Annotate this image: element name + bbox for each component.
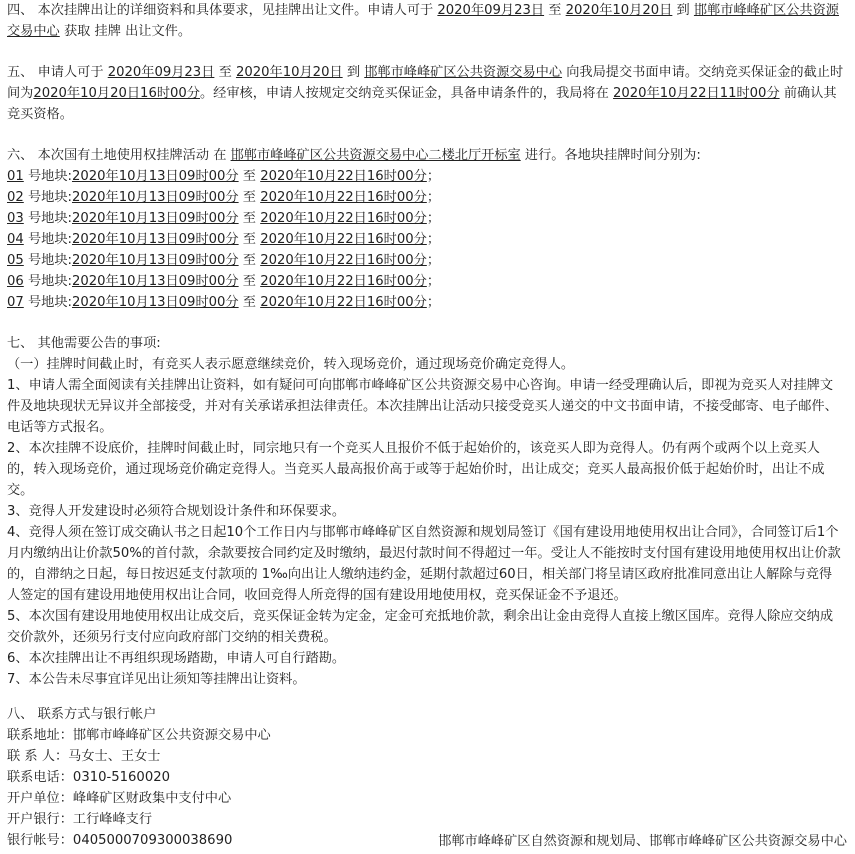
- plot-to: 至: [238, 295, 261, 310]
- section-7-heading: 七、 其他需要公告的事项:: [7, 336, 161, 351]
- section-4-text-1: 四、 本次挂牌出让的详细资料和具体要求，见挂牌出让文件。申请人可于: [7, 3, 438, 18]
- plot-label: 号地块:: [23, 274, 72, 289]
- plot-schedule-line: [7, 229, 845, 250]
- section-7-sub-item: （一）挂牌时间截止时，有竞买人表示愿意继续竞价，转入现场竞价，通过现场竞价确定竞得人。: [7, 357, 575, 372]
- plot-label: 号地块:: [23, 253, 72, 268]
- section-5-text-5: 。经审核，申请人按规定交纳竞买保证金，具备申请条件的，我局将在: [200, 86, 614, 101]
- section-6-text-1: 六、 本次国有土地使用权挂牌活动 在: [7, 148, 231, 163]
- plot-end-time: 2020年10月22日16时00分: [260, 274, 427, 289]
- plot-end-mark: ；: [426, 232, 440, 247]
- plot-start-time: 2020年10月13日09时00分: [71, 190, 239, 205]
- section-5-end-date: 2020年10月20日: [235, 65, 343, 80]
- section-7-item: 3、竞得人开发建设时必须符合规划设计条件和环保要求。: [7, 504, 346, 519]
- spacer: [7, 42, 845, 62]
- plot-label: 号地块:: [23, 232, 72, 247]
- contact-line: 开户单位：峰峰矿区财政集中支付中心: [7, 791, 232, 806]
- section-5-text-1: 五、 申请人可于: [7, 65, 108, 80]
- plot-end-mark: ；: [426, 169, 440, 184]
- section-5-paragraph: [7, 62, 845, 125]
- plot-label: 号地块:: [23, 190, 72, 205]
- section-7-item: 6、本次挂牌出让不再组织现场踏勘，申请人可自行踏勘。: [7, 651, 346, 666]
- plot-end-mark: ；: [426, 211, 440, 226]
- section-7-item: 5、本次国有建设用地使用权出让成交后，竞买保证金转为定金，定金可充抵地价款，剩余出让金由竞得人直接上缴区国库。竞得人除应交纳成交价款外，还须另行支付应向政府部门交纳的相关费税。: [7, 609, 834, 645]
- plot-to: 至: [238, 190, 261, 205]
- section-7-item: 4、竞得人须在签订成交确认书之日起10个工作日内与邯郸市峰峰矿区自然资源和规划局签订《国有建设用地使用权出让合同》，合同签订后1个月内缴纳出让价款50%的首付款，余款要按合同约定及时缴纳，最迟付款时间不得超过一年。受让人不能按时支付国有建设用地使用权出让价款的，自滞纳之日起，每日按迟延支付款项的 1‰向出让人缴纳违约金，延期付款超过60日，相关部门将呈请区政府批准同意出让人解除与竞得人签定的国有建设用地使用权出让合同，收回竞得人所竞得的国有建设用地使用权，竞买保证金不予退还。: [7, 525, 841, 603]
- plot-to: 至: [238, 169, 261, 184]
- plot-to: 至: [238, 211, 261, 226]
- plot-end-mark: ；: [426, 253, 440, 268]
- section-7-items: [7, 375, 845, 690]
- section-5-confirm-time: 2020年10月22日11时00分: [613, 86, 780, 101]
- plot-number: 06: [7, 274, 24, 289]
- plot-schedule-line: [7, 271, 845, 292]
- plot-label: 号地块:: [23, 211, 72, 226]
- plot-start-time: 2020年10月13日09时00分: [71, 274, 239, 289]
- section-5-deposit-deadline: 2020年10月20日16时00分: [33, 86, 200, 101]
- plot-number: 05: [7, 253, 24, 268]
- plot-start-time: 2020年10月13日09时00分: [71, 169, 239, 184]
- section-5-text-6: 前确认其竞买资格。: [7, 86, 837, 122]
- plot-number: 01: [7, 169, 24, 184]
- section-4-start-date: 2020年09月23日: [437, 3, 545, 18]
- contact-line: 银行帐号：0405000709300038690: [7, 833, 233, 848]
- section-4-end-date: 2020年10月20日: [565, 3, 673, 18]
- plot-label: 号地块:: [23, 169, 72, 184]
- plot-schedule-line: [7, 208, 845, 229]
- plot-end-time: 2020年10月22日16时00分: [260, 295, 427, 310]
- contact-line: 开户银行：工行峰峰支行: [7, 812, 153, 827]
- section-5-text-2: 至: [214, 65, 236, 80]
- section-4-paragraph: [7, 0, 845, 42]
- contact-line: 联 系 人：马女士、王女士: [7, 749, 161, 764]
- plot-start-time: 2020年10月13日09时00分: [71, 232, 239, 247]
- section-4-text-3: 到: [672, 3, 694, 18]
- section-5-place: 邯郸市峰峰矿区公共资源交易中心: [364, 65, 563, 80]
- plot-end-time: 2020年10月22日16时00分: [260, 169, 427, 184]
- plot-to: 至: [238, 232, 261, 247]
- issuer-signature: 邯郸市峰峰矿区自然资源和规划局、邯郸市峰峰矿区公共资源交易中心: [438, 834, 847, 849]
- plot-end-mark: ；: [426, 274, 440, 289]
- section-7-item: 2、本次挂牌不设底价，挂牌时间截止时，同宗地只有一个竞买人且报价不低于起始价的，该竞买人即为竞得人。仍有两个或两个以上竞买人的，转入现场竞价，通过现场竞价确定竞得人。当竞买人最高报价高于或等于起始价时，出让成交；竞买人最高报价低于起始价时，出让不成交。: [7, 441, 825, 498]
- plot-end-time: 2020年10月22日16时00分: [260, 211, 427, 226]
- plot-start-time: 2020年10月13日09时00分: [71, 253, 239, 268]
- plot-to: 至: [238, 274, 261, 289]
- section-4-text-2: 至: [544, 3, 566, 18]
- section-6-place: 邯郸市峰峰矿区公共资源交易中心二楼北厅开标室: [230, 148, 521, 163]
- spacer: [7, 125, 845, 145]
- section-5-start-date: 2020年09月23日: [107, 65, 215, 80]
- plot-end-mark: ；: [426, 295, 440, 310]
- plot-number: 02: [7, 190, 24, 205]
- plot-number: 04: [7, 232, 24, 247]
- plot-number: 07: [7, 295, 24, 310]
- contact-line: 联系电话：0310-5160020: [7, 770, 170, 785]
- section-5-text-4: 向我局提交书面申请。交纳竞买保证金的截止时间为: [7, 65, 844, 101]
- plot-to: 至: [238, 253, 261, 268]
- section-7-item: 7、本公告未尽事宜详见出让须知等挂牌出让资料。: [7, 672, 306, 687]
- plot-end-time: 2020年10月22日16时00分: [260, 253, 427, 268]
- plot-number: 03: [7, 211, 24, 226]
- plot-end-time: 2020年10月22日16时00分: [260, 190, 427, 205]
- plot-start-time: 2020年10月13日09时00分: [71, 211, 239, 226]
- plot-schedule-line: [7, 292, 845, 313]
- plot-start-time: 2020年10月13日09时00分: [71, 295, 239, 310]
- section-8-heading: 八、 联系方式与银行帐户: [7, 707, 157, 722]
- plot-end-time: 2020年10月22日16时00分: [260, 232, 427, 247]
- plot-schedule-line: [7, 187, 845, 208]
- section-4-text-4: 获取 挂牌 出让文件。: [59, 24, 192, 39]
- plot-schedule-line: [7, 250, 845, 271]
- section-7-item: 1、申请人需全面阅读有关挂牌出让资料，如有疑问可向邯郸市峰峰矿区公共资源交易中心咨询。申请一经受理确认后，即视为竞买人对挂牌文件及地块现状无异议并全部接受，并对有关承诺承担法律责任。本次挂牌出让活动只接受竞买人递交的中文书面申请，不接受邮寄、电子邮件、电话等方式报名。: [7, 378, 838, 435]
- plot-end-mark: ；: [426, 190, 440, 205]
- plot-schedule-line: [7, 166, 845, 187]
- section-4-place: 邯郸市峰峰矿区公共资源交易中心: [7, 3, 839, 39]
- plot-schedule-list: [7, 166, 845, 313]
- section-6-intro: [7, 145, 845, 166]
- contact-line: 联系地址：邯郸市峰峰矿区公共资源交易中心: [7, 728, 271, 743]
- plot-label: 号地块:: [23, 295, 72, 310]
- section-6-text-2: 进行。各地块挂牌时间分别为:: [520, 148, 701, 163]
- spacer: [7, 690, 845, 704]
- spacer: [7, 313, 845, 333]
- section-5-text-3: 到: [342, 65, 365, 80]
